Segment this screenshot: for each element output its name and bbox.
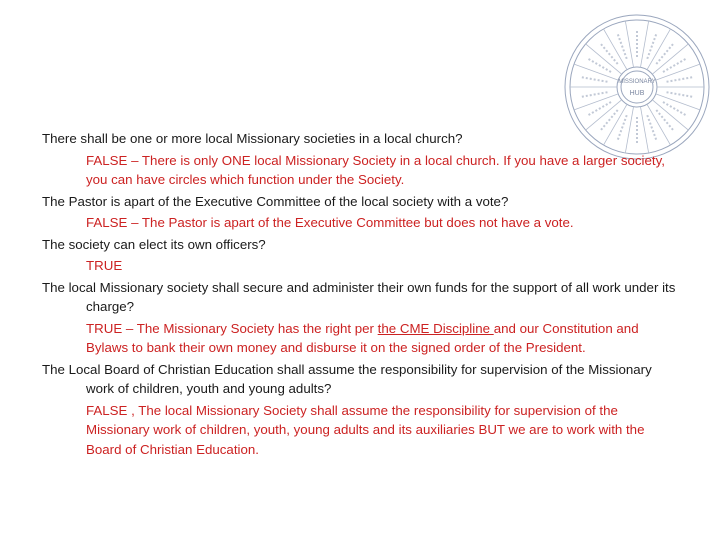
answer-4-text-after: and our Constitution and Bylaws to bank their own money and disburse it on the signed order of the President. <box>86 320 639 355</box>
quiz-content <box>42 129 682 461</box>
answer-3: TRUE <box>86 258 123 273</box>
question-5: The Local Board of Christian Education shall assume the responsibility for supervision of the Missionary work of children, youth and young adults? <box>42 361 652 396</box>
answer-4 <box>42 319 682 358</box>
answer-5: FALSE , The local Missionary Society shall assume the responsibility for supervision of the Missionary work of children, youth, young adults and its auxiliaries BUT we are to work with the Board of Christian Education. <box>86 402 645 457</box>
question-3: The society can elect its own officers? <box>42 236 266 252</box>
answer-4-text-before: TRUE – The Missionary Society has the right per <box>86 320 378 336</box>
question-4: The local Missionary society shall secure and administer their own funds for the support of all work under its charge? <box>42 279 676 314</box>
answer-1: FALSE – There is only ONE local Missionary Society in a local church. If you have a larger society, you can have circles which function under the Society. <box>86 152 665 187</box>
svg-text:MISSIONARY: MISSIONARY <box>618 79 656 85</box>
cme-discipline-link[interactable]: the CME Discipline <box>377 320 494 336</box>
answer-2: FALSE – The Pastor is apart of the Executive Committee but does not have a vote. <box>86 215 574 230</box>
question-1: There shall be one or more local Missionary societies in a local church? <box>42 131 463 146</box>
svg-text:HUB: HUB <box>629 90 645 97</box>
question-2: The Pastor is apart of the Executive Committee of the local society with a vote? <box>42 193 509 209</box>
